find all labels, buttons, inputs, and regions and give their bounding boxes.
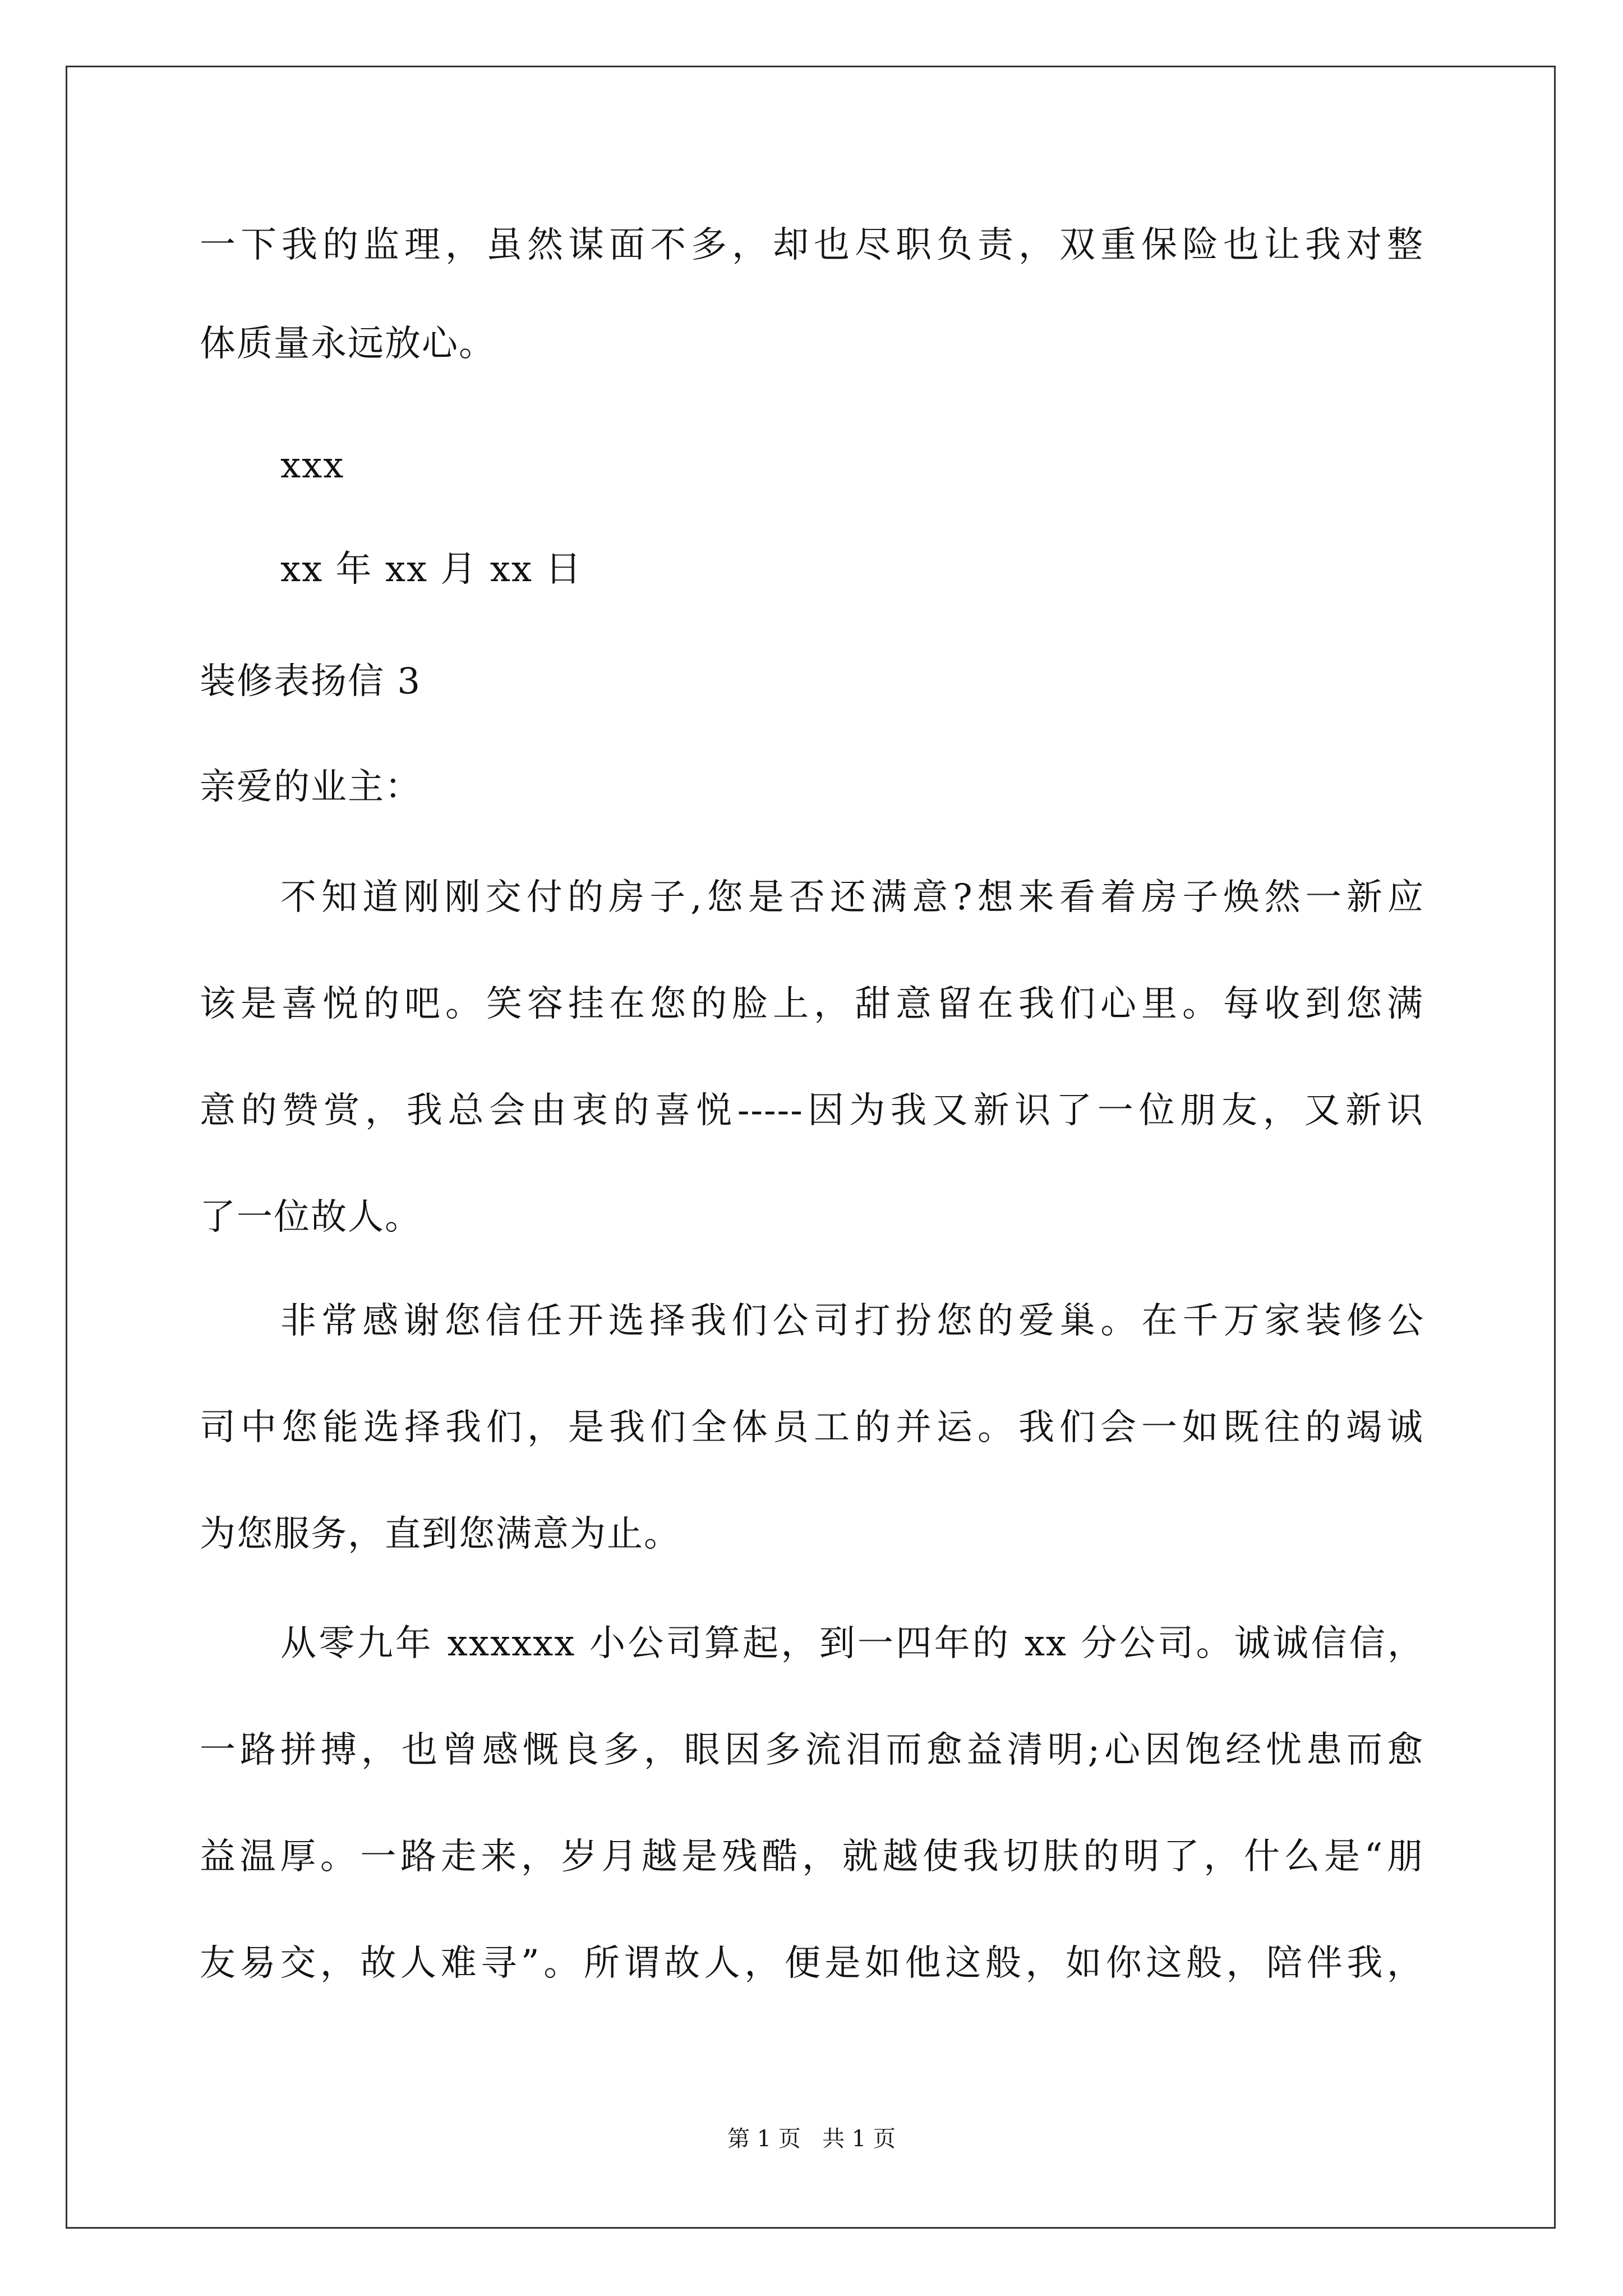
text-line: 司中您能选择我们，是我们全体员工的并运。我们会一如既往的竭诚 — [200, 1407, 1424, 1448]
section-heading: 装修表扬信 3 — [200, 661, 422, 702]
salutation: 亲爱的业主： — [200, 766, 422, 808]
text-line: 一路拼搏，也曾感慨良多，眼因多流泪而愈益清明;心因饱经忧患而愈 — [200, 1729, 1424, 1771]
text-line: 一下我的监理，虽然谋面不多，却也尽职负责，双重保险也让我对整 — [200, 224, 1424, 266]
text-line: 该是喜悦的吧。笑容挂在您的脸上，甜意留在我们心里。每收到您满 — [200, 983, 1424, 1025]
text-line: 意的赞赏，我总会由衷的喜悦-----因为我又新识了一位朋友，又新识 — [200, 1090, 1424, 1131]
page-frame — [66, 66, 1556, 2229]
text-line: 了一位故人。 — [200, 1197, 422, 1238]
text-line: 不知道刚刚交付的房子,您是否还满意?想来看着房子焕然一新应 — [280, 877, 1424, 918]
page-footer: 第 1 页 共 1 页 — [727, 2126, 896, 2152]
text-line: 益温厚。一路走来，岁月越是残酷，就越使我切肤的明了，什么是“朋 — [200, 1836, 1424, 1878]
text-line: 从零九年 xxxxxx 小公司算起，到一四年的 xx 分公司。诚诚信信， — [280, 1623, 1424, 1664]
text-line: 非常感谢您信任开选择我们公司打扮您的爱巢。在千万家装修公 — [280, 1300, 1424, 1342]
signature-date: xx 年 xx 月 xx 日 — [280, 549, 583, 590]
signature-name: xxx — [280, 445, 345, 486]
text-line: 友易交，故人难寻”。所谓故人，便是如他这般，如你这般，陪伴我， — [200, 1943, 1424, 1984]
text-line: 为您服务，直到您满意为止。 — [200, 1513, 681, 1555]
text-line: 体质量永远放心。 — [200, 323, 496, 365]
